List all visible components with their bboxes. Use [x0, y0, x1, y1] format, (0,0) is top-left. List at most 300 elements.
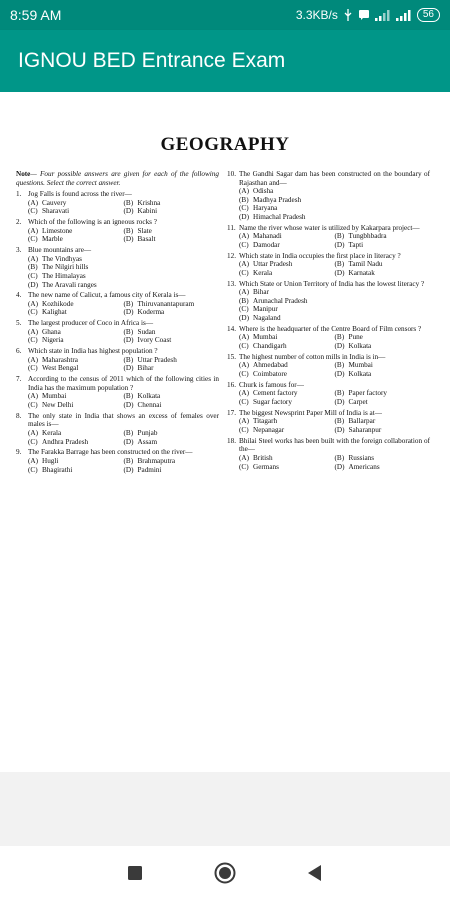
- option-letter: (B): [334, 417, 345, 426]
- question-text: [16, 218, 219, 227]
- question-body: The Farakka Barrage has been constructed on the river—: [28, 448, 193, 457]
- option-text: Sudan: [137, 327, 156, 336]
- option-letter: (A): [239, 187, 249, 196]
- signal-icon: [396, 10, 412, 21]
- answer-options: [227, 187, 430, 221]
- option-text: Mumbai: [253, 333, 278, 342]
- option-letter: (A): [28, 456, 38, 465]
- answer-option: [239, 389, 335, 398]
- option-letter: (B): [123, 456, 134, 465]
- answer-option: [124, 457, 220, 466]
- option-letter: (D): [334, 342, 345, 351]
- option-text: Tungbhbadra: [348, 232, 387, 241]
- answer-option: [28, 227, 124, 236]
- option-letter: (C): [239, 240, 249, 249]
- answer-option: [335, 417, 431, 426]
- option-letter: (D): [123, 235, 134, 244]
- answer-option: [239, 463, 335, 472]
- option-letter: (B): [334, 333, 345, 342]
- option-letter: (A): [28, 428, 38, 437]
- question-item: [16, 448, 219, 474]
- question-number: 12.: [227, 251, 236, 260]
- answer-option: [335, 260, 431, 269]
- question-text: [16, 246, 219, 255]
- answer-option: [239, 361, 335, 370]
- option-letter: (A): [239, 333, 249, 342]
- option-text: Punjab: [137, 428, 158, 437]
- option-text: The Nilgiri hills: [42, 263, 89, 272]
- option-letter: (A): [28, 327, 38, 336]
- recents-square-icon: [128, 866, 142, 880]
- option-text: Assam: [137, 437, 158, 446]
- option-text: Tapti: [348, 240, 364, 249]
- answer-option: [335, 389, 431, 398]
- question-number: 10.: [227, 170, 236, 178]
- question-number: 5.: [16, 319, 22, 328]
- option-text: Slate: [137, 226, 152, 235]
- option-letter: (B): [239, 296, 249, 305]
- question-text: [16, 347, 219, 356]
- option-text: Sharavati: [42, 207, 70, 216]
- question-body: Jog Falls is found across the river—: [28, 190, 132, 199]
- question-list: [16, 190, 219, 474]
- option-text: Hugli: [42, 456, 59, 465]
- answer-options: [16, 227, 219, 244]
- question-body: Where is the headquarter of the Centre Board of Film censors ?: [239, 324, 422, 333]
- option-text: Krishna: [137, 198, 161, 207]
- question-number: 17.: [227, 408, 236, 417]
- answer-option: [335, 361, 431, 370]
- answer-options: [16, 457, 219, 474]
- question-item: [227, 252, 430, 278]
- answer-option: [28, 263, 219, 272]
- question-text: [227, 170, 430, 187]
- option-letter: (C): [28, 207, 38, 216]
- question-text: [16, 319, 219, 328]
- question-item: [16, 319, 219, 345]
- right-column: [227, 170, 430, 473]
- question-body: According to the census of 2011 which of the following cities in India has the maximum population ?: [28, 375, 219, 392]
- answer-option: [124, 199, 220, 208]
- answer-option: [28, 438, 124, 447]
- option-letter: (D): [123, 308, 134, 317]
- option-letter: (B): [123, 226, 134, 235]
- option-text: Manipur: [253, 305, 278, 314]
- option-letter: (D): [123, 400, 134, 409]
- option-text: Cement factory: [253, 389, 298, 398]
- recents-button[interactable]: [115, 853, 155, 893]
- option-text: Pune: [348, 333, 363, 342]
- question-item: [227, 224, 430, 250]
- answer-options: [227, 333, 430, 350]
- question-body: Name the river whose water is utilized by Kakarpara project—: [239, 223, 420, 232]
- question-number: 2.: [16, 218, 22, 227]
- option-letter: (D): [334, 268, 345, 277]
- option-letter: (D): [28, 280, 38, 289]
- answer-option: [239, 213, 430, 222]
- answer-option: [335, 241, 431, 250]
- answer-option: [28, 255, 219, 264]
- option-letter: (B): [123, 299, 134, 308]
- answer-option: [28, 356, 124, 365]
- option-letter: (D): [334, 425, 345, 434]
- answer-option: [28, 207, 124, 216]
- answer-options: [227, 288, 430, 322]
- answer-option: [28, 392, 124, 401]
- question-item: [227, 170, 430, 222]
- option-text: Himachal Pradesh: [253, 212, 306, 221]
- option-letter: (C): [239, 397, 249, 406]
- answer-option: [124, 300, 220, 309]
- option-text: Kalighat: [42, 308, 67, 317]
- status-time: 8:59 AM: [10, 7, 62, 23]
- option-letter: (C): [239, 462, 249, 471]
- note-label: Note: [16, 170, 31, 178]
- question-number: 14.: [227, 324, 236, 333]
- question-text: [16, 375, 219, 392]
- option-letter: (D): [334, 462, 345, 471]
- answer-options: [227, 232, 430, 249]
- answer-option: [28, 199, 124, 208]
- answer-options: [227, 417, 430, 434]
- option-letter: (A): [239, 453, 249, 462]
- option-text: New Delhi: [42, 400, 74, 409]
- option-letter: (B): [334, 361, 345, 370]
- answer-option: [239, 204, 430, 213]
- option-letter: (D): [123, 336, 134, 345]
- question-item: [227, 381, 430, 407]
- option-letter: (B): [334, 389, 345, 398]
- option-text: Marble: [42, 235, 63, 244]
- answer-option: [335, 333, 431, 342]
- left-column: [16, 170, 219, 476]
- answer-options: [227, 454, 430, 471]
- option-text: Padmini: [137, 465, 162, 474]
- question-list: [227, 170, 430, 471]
- answer-options: [227, 389, 430, 406]
- option-letter: (D): [123, 207, 134, 216]
- question-item: [227, 353, 430, 379]
- option-text: Thiruvanantapuram: [137, 299, 195, 308]
- question-number: 3.: [16, 246, 22, 255]
- option-letter: (A): [239, 232, 249, 241]
- answer-option: [124, 207, 220, 216]
- option-text: Kerala: [253, 268, 273, 277]
- option-letter: (C): [28, 336, 38, 345]
- question-text: [227, 325, 430, 334]
- instructions-note: [16, 170, 219, 187]
- answer-option: [124, 401, 220, 410]
- option-text: Nagaland: [253, 314, 281, 323]
- question-text: [227, 409, 430, 418]
- option-letter: (C): [28, 364, 38, 373]
- question-item: [16, 375, 219, 409]
- option-letter: (C): [28, 271, 38, 280]
- option-letter: (D): [123, 364, 134, 373]
- option-letter: (A): [239, 260, 249, 269]
- home-circle-icon: [214, 862, 236, 884]
- option-text: Andhra Pradesh: [42, 437, 89, 446]
- option-letter: (B): [28, 263, 38, 272]
- option-letter: (C): [239, 370, 249, 378]
- question-body: Which of the following is an igneous rocks ?: [28, 218, 157, 227]
- option-text: Mahanadi: [253, 232, 282, 241]
- option-text: Haryana: [253, 204, 278, 213]
- answer-options: [16, 429, 219, 446]
- option-text: Bhagirathi: [42, 465, 73, 474]
- option-text: Paper factory: [348, 389, 388, 398]
- answer-options: [16, 199, 219, 216]
- question-item: [16, 218, 219, 244]
- answer-option: [124, 328, 220, 337]
- option-letter: (D): [334, 397, 345, 406]
- answer-option: [28, 300, 124, 309]
- question-number: 9.: [16, 448, 22, 457]
- option-text: Sugar factory: [253, 397, 292, 406]
- answer-option: [124, 392, 220, 401]
- option-text: Mumbai: [348, 361, 373, 370]
- option-text: Ivory Coast: [137, 336, 172, 345]
- option-text: Bihar: [137, 364, 154, 373]
- answer-option: [239, 241, 335, 250]
- option-text: Uttar Pradesh: [253, 260, 293, 269]
- back-button[interactable]: [295, 853, 335, 893]
- option-text: Kabini: [137, 207, 158, 216]
- answer-option: [239, 426, 335, 435]
- answer-option: [124, 336, 220, 345]
- answer-options: [16, 255, 219, 289]
- option-letter: (A): [239, 361, 249, 370]
- option-text: Arunachal Pradesh: [253, 296, 308, 305]
- option-letter: (B): [123, 327, 134, 336]
- answer-options: [16, 300, 219, 317]
- answer-option: [239, 260, 335, 269]
- question-body: The only state in India that shows an excess of females over males is—: [28, 411, 219, 429]
- question-number: 7.: [16, 375, 22, 384]
- app-title: IGNOU BED Entrance Exam: [18, 49, 286, 72]
- question-body: Bhilai Steel works has been built with the foreign collaboration of the—: [239, 436, 430, 454]
- option-text: Ahmedabad: [253, 361, 288, 370]
- answer-option: [124, 308, 220, 317]
- option-letter: (C): [239, 305, 249, 314]
- question-text: [16, 448, 219, 457]
- answer-option: [28, 336, 124, 345]
- option-text: Ballarpar: [348, 417, 376, 426]
- option-text: Limestone: [42, 226, 73, 235]
- option-letter: (C): [28, 400, 38, 409]
- answer-option: [239, 417, 335, 426]
- option-letter: (A): [239, 389, 249, 398]
- option-letter: (C): [239, 204, 249, 213]
- answer-option: [124, 364, 220, 373]
- status-bar: [0, 0, 450, 30]
- answer-option: [28, 401, 124, 410]
- option-letter: (B): [123, 428, 134, 437]
- option-text: Damodar: [253, 240, 280, 249]
- option-letter: (C): [239, 425, 249, 434]
- answer-option: [124, 438, 220, 447]
- battery-icon: 56: [417, 8, 440, 22]
- answer-option: [335, 426, 431, 435]
- answer-options: [227, 260, 430, 277]
- answer-options: [16, 356, 219, 373]
- answer-option: [239, 187, 430, 196]
- option-text: Coimbatore: [253, 370, 287, 378]
- question-body: The new name of Calicut, a famous city of Kerala is—: [28, 291, 186, 300]
- option-text: Kolkata: [348, 342, 372, 351]
- option-text: Nigeria: [42, 336, 64, 345]
- option-letter: (D): [239, 314, 249, 323]
- question-number: 16.: [227, 380, 236, 389]
- answer-option: [335, 370, 431, 379]
- option-letter: (D): [239, 212, 249, 221]
- question-item: [227, 325, 430, 351]
- option-letter: (B): [123, 355, 134, 364]
- question-body: Which State or Union Territory of India has the lowest literacy ?: [239, 279, 425, 288]
- option-text: The Aravali ranges: [42, 280, 97, 289]
- option-text: Mumbai: [42, 392, 67, 401]
- question-item: [227, 437, 430, 471]
- answer-option: [239, 196, 430, 205]
- answer-option: [124, 356, 220, 365]
- bottom-area: [0, 772, 450, 846]
- option-letter: (C): [239, 342, 249, 351]
- option-text: Bihar: [253, 288, 269, 297]
- question-text: [227, 353, 430, 362]
- option-letter: (D): [123, 465, 134, 474]
- answer-option: [28, 281, 219, 290]
- option-letter: (B): [334, 260, 345, 269]
- answer-option: [239, 305, 430, 314]
- question-text: [227, 381, 430, 390]
- answer-option: [28, 235, 124, 244]
- question-body: Churk is famous for—: [239, 380, 304, 389]
- option-letter: (B): [239, 195, 249, 204]
- question-number: 4.: [16, 291, 22, 300]
- question-item: [16, 190, 219, 216]
- answer-option: [28, 308, 124, 317]
- answer-option: [124, 429, 220, 438]
- answer-option: [28, 364, 124, 373]
- document-page[interactable]: [0, 92, 450, 772]
- signal-icon: [375, 10, 391, 21]
- question-number: 13.: [227, 279, 236, 288]
- answer-option: [124, 227, 220, 236]
- answer-option: [239, 232, 335, 241]
- answer-option: [28, 457, 124, 466]
- answer-option: [28, 272, 219, 281]
- answer-option: [335, 463, 431, 472]
- option-text: Uttar Pradesh: [137, 355, 177, 364]
- option-text: The Vindhyas: [42, 254, 82, 263]
- answer-option: [335, 398, 431, 407]
- option-text: The Himalayas: [42, 271, 86, 280]
- option-text: Maharashtra: [42, 355, 78, 364]
- option-text: Kolkata: [137, 392, 161, 401]
- option-letter: (A): [28, 392, 38, 401]
- option-text: Saharanpur: [348, 425, 382, 434]
- option-letter: (B): [123, 392, 134, 401]
- option-text: British: [253, 453, 273, 462]
- answer-option: [239, 398, 335, 407]
- answer-option: [335, 454, 431, 463]
- answer-options: [16, 392, 219, 409]
- option-text: Odisha: [253, 187, 274, 196]
- question-item: [16, 412, 219, 446]
- question-item: [16, 347, 219, 373]
- question-body: Which state in India occupies the first place in literacy ?: [239, 251, 401, 260]
- option-text: Kerala: [42, 428, 62, 437]
- answer-option: [239, 333, 335, 342]
- option-text: Madhya Pradesh: [253, 195, 302, 204]
- question-body: The largest producer of Coco in Africa is—: [28, 319, 154, 328]
- question-number: 15.: [227, 352, 236, 361]
- question-number: 8.: [16, 411, 22, 420]
- answer-option: [335, 232, 431, 241]
- option-letter: (A): [28, 355, 38, 364]
- question-text: [227, 280, 430, 289]
- question-body: The highest number of cotton mills in India is in—: [239, 352, 386, 361]
- option-text: Germans: [253, 462, 279, 471]
- option-text: Koderma: [137, 308, 165, 317]
- option-text: Kolkata: [348, 370, 372, 378]
- app-bar: [0, 30, 450, 92]
- answer-option: [239, 288, 430, 297]
- answer-option: [239, 342, 335, 351]
- option-text: Carpet: [348, 397, 368, 406]
- question-item: [16, 246, 219, 289]
- question-body: The Gandhi Sagar dam has been constructed on the boundary of Rajasthan and—: [239, 170, 430, 187]
- question-body: Which state in India has highest population ?: [28, 347, 158, 356]
- answer-option: [335, 269, 431, 278]
- question-number: 1.: [16, 190, 22, 199]
- option-letter: (C): [28, 308, 38, 317]
- option-letter: (C): [28, 235, 38, 244]
- option-text: Ghana: [42, 327, 61, 336]
- answer-option: [28, 328, 124, 337]
- option-text: Cauvery: [42, 198, 67, 207]
- option-letter: (A): [28, 198, 38, 207]
- answer-options: [227, 361, 430, 378]
- message-icon: [358, 9, 370, 21]
- answer-option: [124, 466, 220, 475]
- option-text: Chennai: [137, 400, 162, 409]
- option-letter: (B): [334, 453, 345, 462]
- status-icons: [296, 8, 440, 22]
- question-body: Blue mountains are—: [28, 246, 92, 255]
- option-letter: (A): [239, 288, 249, 297]
- answer-option: [239, 297, 430, 306]
- question-number: 6.: [16, 347, 22, 356]
- option-text: Nepanagar: [253, 425, 285, 434]
- answer-option: [239, 454, 335, 463]
- option-text: Americans: [348, 462, 380, 471]
- option-letter: (D): [123, 437, 134, 446]
- home-button[interactable]: [205, 853, 245, 893]
- option-letter: (A): [28, 226, 38, 235]
- option-letter: (C): [28, 465, 38, 474]
- option-letter: (A): [28, 299, 38, 308]
- question-number: 18.: [227, 436, 236, 445]
- option-letter: (D): [334, 370, 345, 378]
- option-text: Basalt: [137, 235, 156, 244]
- page-title: GEOGRAPHY: [160, 134, 290, 155]
- usb-icon: [343, 9, 353, 21]
- answer-option: [239, 314, 430, 323]
- option-text: Kozhikode: [42, 299, 74, 308]
- question-item: [16, 291, 219, 317]
- option-text: West Bengal: [42, 364, 79, 373]
